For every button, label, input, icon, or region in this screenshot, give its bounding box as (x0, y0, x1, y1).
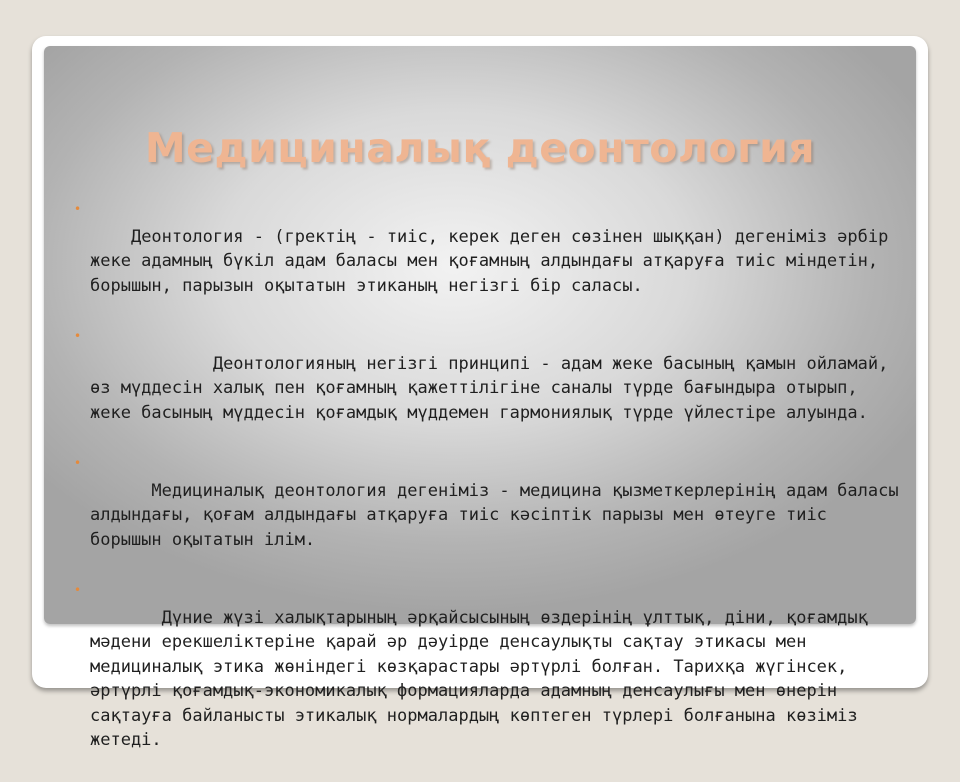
list-item-text: Дүние жүзі халықтарының әрқайсысының өздерінің ұлттық, діни, қоғамдық мәдени ерекшеліктеріне қарай әр дәуірде денсаулықты сақтау этикасы мен медициналық этика жөніндегі көзқарастары әртүрлі болған. Тарихқа жүгінсек, әртүрлі қоғамдық-экономикалық формацияларда адамның денсаулығы мен өнерін сақтауға байланысты этикалық нормалардың көптеген түрлері болғанына көзіміз жетеді. (90, 607, 879, 751)
list-item-text: Деонтологияның негізгі принципі - адам жеке басының қамын ойламай, өз мүддесін халық пен қоғамның қажеттілігіне саналы түрде бағындыра отырып, жеке басының мүддесін қоғамдық мүддемен гармониялық түрде үйлестіре алуында. (90, 353, 899, 423)
list-item-text: Деонтология - (гректің - тиіс, керек деген сөзінен шыққан) дегеніміз әрбір жеке адамның бүкіл адам баласы мен қоғамның алдындағы атқаруға тиіс міндетін, борышын, парызын оқытатын этиканың негізгі бір саласы. (90, 226, 899, 296)
list-item-text: Медициналық деонтология дегеніміз - медицина қызметкерлерінің адам баласы алдындағы, қоғам алдындағы атқаруға тиіс кәсіптік парызы мен өтеуге тиіс борышын оқытатын ілім. (90, 480, 909, 550)
bullet-list (74, 200, 909, 782)
list-item (74, 454, 909, 577)
bullet-icon: • (74, 328, 82, 343)
bullet-icon: • (74, 455, 82, 470)
list-item (74, 581, 904, 778)
slide-title: Медициналық деонтология (144, 124, 816, 172)
bullet-icon: • (74, 202, 82, 216)
list-item (74, 200, 904, 323)
list-item (74, 327, 904, 450)
bullet-icon: • (74, 582, 82, 597)
